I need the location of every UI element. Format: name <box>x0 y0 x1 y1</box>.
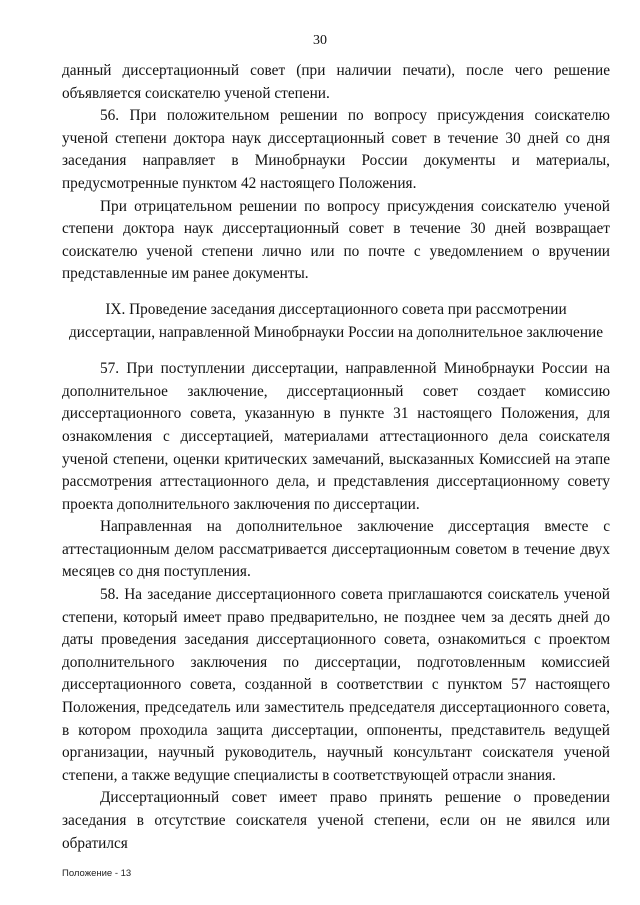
section-heading-ix: IX. Проведение заседания диссертационного совета при рассмотрении диссертации, направленной Минобрнауки России на дополнительное заключение <box>69 300 603 341</box>
paragraph-57-continuation: Направленная на дополнительное заключение диссертация вместе с аттестационным делом рассматривается диссертационным советом в течение двух месяцев со дня поступления. <box>62 518 610 581</box>
document-body <box>62 60 610 855</box>
paragraph-56: 56. При положительном решении по вопросу присуждения соискателю ученой степени доктора наук диссертационный совет в течение 30 дней со дня заседания направляет в Минобрнауки России документы и материалы, предусмотренные пунктом 42 настоящего Положения. <box>62 107 610 192</box>
paragraph-absence-decision: Диссертационный совет имеет право принять решение о проведении заседания в отсутствие соискателя ученой степени, если он не явился или обратился <box>62 789 610 852</box>
paragraph-continuation: данный диссертационный совет (при наличии печати), после чего решение объявляется соискателю ученой степени. <box>62 62 610 102</box>
paragraph-negative-decision: При отрицательном решении по вопросу присуждения соискателю ученой степени доктора наук диссертационный совет в течение 30 дней возвращает соискателю ученой степени лично или по почте с уведомлением о вручении представленные им ранее документы. <box>62 197 610 283</box>
page-number: 30 <box>313 33 327 48</box>
page-footer: Положение - 13 <box>62 868 132 879</box>
paragraph-57: 57. При поступлении диссертации, направленной Минобрнауки России на дополнительное заключение, диссертационный совет создает комиссию диссертационного совета, указанную в пункте 31 настоящего Положения, для ознакомления с диссертацией, материалами аттестационного дела соискателя ученой степени, оценки критических замечаний, высказанных Комиссией на этапе рассмотрения аттестационного дела, и представления диссертационному совету проекта дополнительного заключения по диссертации. <box>62 360 610 513</box>
paragraph-58: 58. На заседание диссертационного совета приглашаются соискатель ученой степени, который имеет право предварительно, не позднее чем за десять дней до даты проведения заседания диссертационного совета, ознакомиться с проектом дополнительного заключения по диссертации, подготовленным комиссией диссертационного совета, созданной в соответствии с пунктом 57 настоящего Положения, председатель или заместитель председателя диссертационного совета, в котором проходила защита диссертации, оппоненты, представитель ведущей организации, научный руководитель, научный консультант соискателя ученой степени, а также ведущие специалисты в соответствующей отрасли знания. <box>62 586 610 784</box>
